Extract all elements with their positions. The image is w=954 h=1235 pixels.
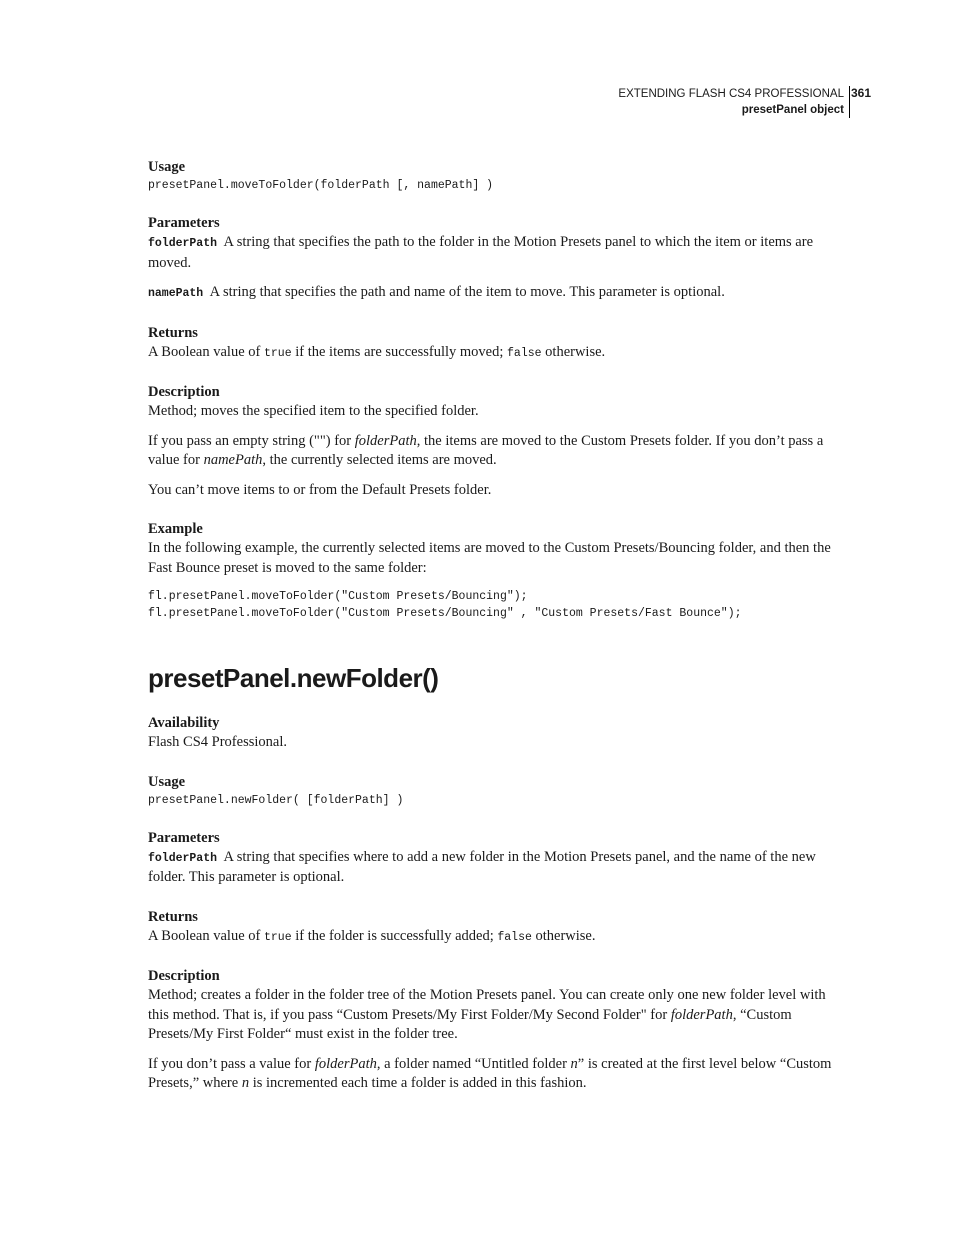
code-false: false [497, 930, 532, 944]
parameters-heading: Parameters [148, 215, 220, 231]
text-fragment: A Boolean value of [148, 343, 261, 360]
availability-text: Flash CS4 Professional. [148, 734, 287, 750]
page-number: 361 [851, 86, 872, 100]
usage-code: presetPanel.newFolder( [folderPath] ) [148, 793, 404, 807]
param-name: folderPath [148, 237, 218, 250]
text-fragment: if the folder is successfully added; [295, 927, 494, 944]
text-fragment: A Boolean value of [148, 927, 261, 944]
text-fragment: , the items are moved to the Custom Presets folder. If you don’t pass a value for [148, 432, 824, 468]
code-false: false [507, 346, 542, 360]
description-para-2 [148, 1055, 840, 1094]
text-fragment: If you pass an empty string ("") for [148, 432, 352, 449]
returns-text [148, 927, 840, 948]
usage-heading: Usage [148, 773, 186, 790]
description-para-1: Method; moves the specified item to the specified folder. [148, 403, 479, 419]
italic-term: folderPath [670, 1006, 733, 1023]
param-namepath [148, 283, 840, 304]
method-title: presetPanel.newFolder() [148, 663, 439, 693]
param-name: namePath [148, 287, 204, 300]
code-true: true [263, 346, 292, 360]
returns-text [148, 343, 840, 364]
page-content [148, 158, 840, 1094]
availability-heading: Availability [148, 715, 220, 731]
text-fragment: , a folder named “Untitled folder [376, 1055, 567, 1072]
italic-term: namePath [203, 452, 263, 468]
running-header [618, 86, 844, 118]
text-fragment: Method; creates a folder in the folder tree of the Motion Presets panel. You can create only one new folder level with this method. That is, if you pass “Custom Presets/My First Folder/My Second Folder" for [148, 987, 826, 1023]
example-text: In the following example, the currently selected items are moved to the Custom Presets/Bouncing folder, and then the Fast Bounce preset is moved to the same folder: [148, 540, 831, 576]
description-para-2 [148, 432, 840, 471]
book-title: EXTENDING FLASH CS4 PROFESSIONAL [618, 88, 844, 100]
param-folderpath [148, 848, 840, 888]
text-fragment: if the items are successfully moved; [295, 343, 504, 360]
description-heading: Description [148, 968, 220, 984]
italic-term: n [241, 1075, 250, 1091]
param-description: A string that specifies where to add a new folder in the Motion Presets panel, and the name of the new folder. This parameter is optional. [148, 848, 816, 885]
text-fragment: If you don’t pass a value for [148, 1055, 312, 1072]
text-fragment: ” is created at the first level below “Custom Presets,” where [148, 1055, 832, 1091]
usage-code: presetPanel.moveToFolder(folderPath [, namePath] ) [148, 179, 494, 192]
returns-heading: Returns [148, 324, 198, 341]
description-para-3: You can’t move items to or from the Default Presets folder. [148, 481, 492, 498]
description-para-1 [148, 986, 840, 1045]
italic-term: folderPath [314, 1055, 377, 1072]
example-heading: Example [148, 521, 203, 537]
example-code-line-2: fl.presetPanel.moveToFolder("Custom Presets/Bouncing" , "Custom Presets/Fast Bounce"); [148, 607, 742, 620]
header-divider [849, 86, 850, 118]
text-fragment: otherwise. [545, 343, 606, 360]
param-folderpath [148, 233, 840, 273]
param-name: folderPath [148, 851, 218, 865]
usage-heading: Usage [148, 159, 186, 175]
text-fragment: otherwise. [535, 927, 596, 944]
param-description: A string that specifies the path to the folder in the Motion Presets panel to which the item or items are moved. [148, 234, 813, 271]
parameters-heading: Parameters [148, 829, 220, 846]
description-heading: Description [148, 384, 220, 400]
text-fragment: is incremented each time a folder is added in this fashion. [252, 1075, 587, 1091]
returns-heading: Returns [148, 908, 198, 925]
text-fragment: , the currently selected items are moved. [262, 452, 497, 468]
code-true: true [263, 930, 292, 944]
section-title: presetPanel object [741, 104, 844, 116]
text-fragment: , “Custom Presets/My First Folder“ must exist in the folder tree. [148, 1006, 792, 1042]
italic-term: folderPath [354, 432, 417, 449]
italic-term: n [570, 1055, 578, 1072]
param-description: A string that specifies the path and name of the item to move. This parameter is optional. [209, 284, 725, 300]
example-code-line-1: fl.presetPanel.moveToFolder("Custom Presets/Bouncing"); [148, 590, 528, 603]
